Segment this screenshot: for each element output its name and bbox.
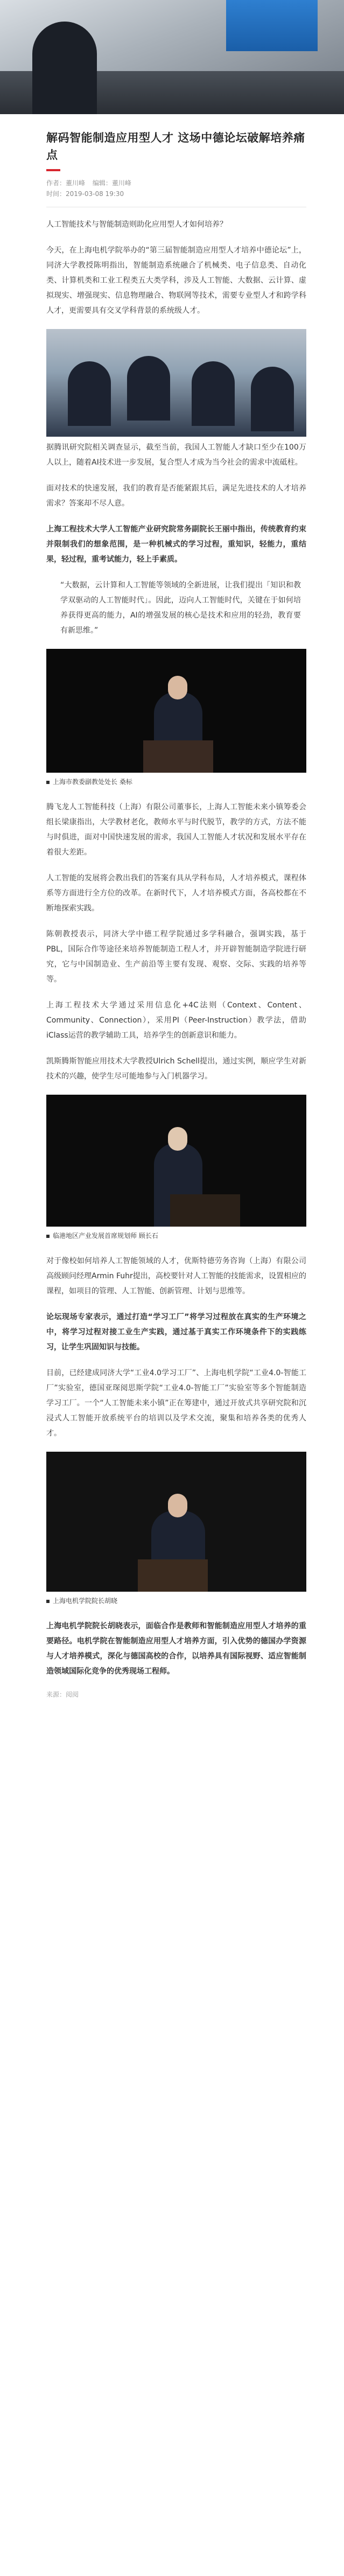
paragraph: 论坛现场专家表示，通过打造“学习工厂”将学习过程放在真实的生产环境之中，将学习过程对接工业生产实践，通过基于真实工作环境条件下的实践练习，让学生巩固知识与技能。 (46, 1313, 306, 1352)
paragraph: 腾飞龙人工智能科技（上海）有限公司董事长，上海人工智能未来小镇筹委会组长梁康指出，大学教材老化，教师水平与时代脱节，教学的方式，方法不能与时俱进，面对中国快速发展的需求，我国人工智能人才状况和发展水平存在着很大差距。 (46, 803, 306, 857)
paragraph: 今天，在上海电机学院举办的“第三届智能制造应用型人才培养中德论坛”上，同济大学教授陈明指出，智能制造系统融合了机械类、电子信息类、自动化类、计算机类和工业工程类五大类学科，涉及人工智能、大数据、云计算、虚拟现实、增强现实、信息物理融合、物联网等技术，需要专业型人才和跨学科人才，更需要具有交叉学科背景的系统级人才。 (46, 246, 306, 315)
speaker-head (168, 1494, 187, 1517)
caption-text: 上海市教委副教处处长 桑标 (53, 778, 132, 786)
paragraph: 人工智能的发展将会教出我们的答案有具从学科布局，人才培养模式，课程体系等方面进行全方位的改革。在新时代下，人才培养模式方面，各高校都在不断地探索实践。 (46, 874, 306, 913)
title-accent-bar (46, 169, 60, 171)
photo-caption (46, 1595, 306, 1607)
speaker-head (168, 676, 187, 699)
podium (170, 1194, 240, 1227)
paragraph: 陈朝教授表示，同济大学中德工程学院通过多学科融合，强调实践，基于PBL，国际合作等途径来培养智能制造工程人才，并开辟智能制造学院进行研究，它与中国制造业、生产前沿等主要有发现、观察、交际、实践的培养等等。 (46, 930, 306, 984)
paragraph: 对于像校如何培养人工智能领域的人才，优斯特德劳务咨询（上海）有限公司高级顾问经理Armin Fuhr提出，高校要针对人工智能的技能需求，设置相应的课程，如项目的管理、人工智能、创新管理、计划与思维等。 (46, 1257, 306, 1296)
photo-caption (46, 1230, 306, 1242)
paragraph: 凯斯腾斯智能应用技术大学教授Ulrich Schell提出，通过实例，顺应学生对新技术的兴趣，使学生尽可能地参与入门机器学习。 (46, 1057, 306, 1081)
meta-author: 作者：董川峰 (46, 179, 86, 187)
paragraph: 目前，已经建成同济大学“工业4.0学习工厂”、上海电机学院“工业4.0-智能工厂”实验室，德国亚琛阅思斯学院“工业4.0-智能工厂”实验室等多个智能制造学习工厂。一个“人工智能未来小镇”正在筹建中，通过开放式共享研究院和沉浸式人工智能开放系统平台的培训以及学术交流，聚集和培养各类的优秀人才。 (46, 1369, 306, 1438)
paragraph: 上海工程技术大学通过采用信息化+4C法则（Context、Content、Community、Connection），采用PI（Peer-Instruction）教学法，借助iClass运营的教学辅助工具，培养学生的创新意识和能力。 (46, 1001, 306, 1040)
caption-bullet (46, 1235, 50, 1238)
panelist (127, 356, 170, 421)
hero-person (32, 22, 97, 114)
hero-screen (226, 0, 318, 51)
meta-editor: 编辑：董川峰 (92, 179, 131, 187)
caption-bullet (46, 781, 50, 784)
quote-paragraph: “大数据，云计算和人工智能等领域的全新进展，让我们提出「知识和教学双驱动的人工智能时代」。因此，迈向人工智能时代，关键在于如何培养获得更高的能力，AI的增强发展的核心是技术和应用的轻劲，教育要有新思维。” (60, 581, 301, 635)
photo-caption (46, 776, 306, 788)
paragraph: 上海工程技术大学人工智能产业研究院常务副院长王丽中指出，传统教育约束并限制我们的想象范围，是一种机械式的学习过程，重知识，轻能力，重结果，轻过程，重考试能力，轻上手素质。 (46, 525, 306, 564)
article-source: 来源：阅阅 (46, 1691, 79, 1698)
caption-text: 临港地区产业发展首席规划师 顾长石 (53, 1232, 158, 1240)
forum-photo (46, 329, 306, 437)
panelist (68, 361, 111, 426)
panelist (251, 367, 294, 431)
speaker-photo-2 (46, 1095, 306, 1227)
caption-bullet (46, 1600, 50, 1603)
speaker-photo-1 (46, 649, 306, 773)
article-body (0, 129, 344, 1699)
panelist (192, 361, 235, 426)
paragraph: 人工智能技术与智能制造则助化应用型人才如何培养？ (46, 220, 227, 229)
article-title: 解码智能制造应用型人才 这场中德论坛破解培养痛点 (46, 131, 305, 162)
paragraph: 据腾讯研究院相关调查显示，截至当前，我国人工智能人才缺口至少在100万人以上，随着AI技术进一步发展，复合型人才成为当今社会的需求中流砥柱。 (46, 443, 306, 467)
article-meta (46, 178, 306, 199)
paragraph: 面对技术的快速发展，我们的教育是否能紧跟其后，满足先进技术的人才培养需求？答案却不尽人意。 (46, 484, 306, 508)
caption-text: 上海电机学院院长胡晓 (53, 1597, 118, 1605)
speaker-head (168, 1127, 187, 1151)
speaker-photo-3 (46, 1452, 306, 1592)
podium (138, 1559, 208, 1592)
paragraph: 上海电机学院院长胡晓表示，面临合作是教师和智能制造应用型人才培养的重要路径。电机学院在智能制造应用型人才培养方面，引入优势的德国办学资源与人才培养模式，深化与德国高校的合作，以培养具有国际视野、适应智能制造领域国际化竞争的优秀现场工程师。 (46, 1622, 306, 1676)
meta-time: 时间：2019-03-08 19:30 (46, 190, 124, 198)
podium (143, 740, 213, 773)
hero-photo (0, 0, 344, 114)
